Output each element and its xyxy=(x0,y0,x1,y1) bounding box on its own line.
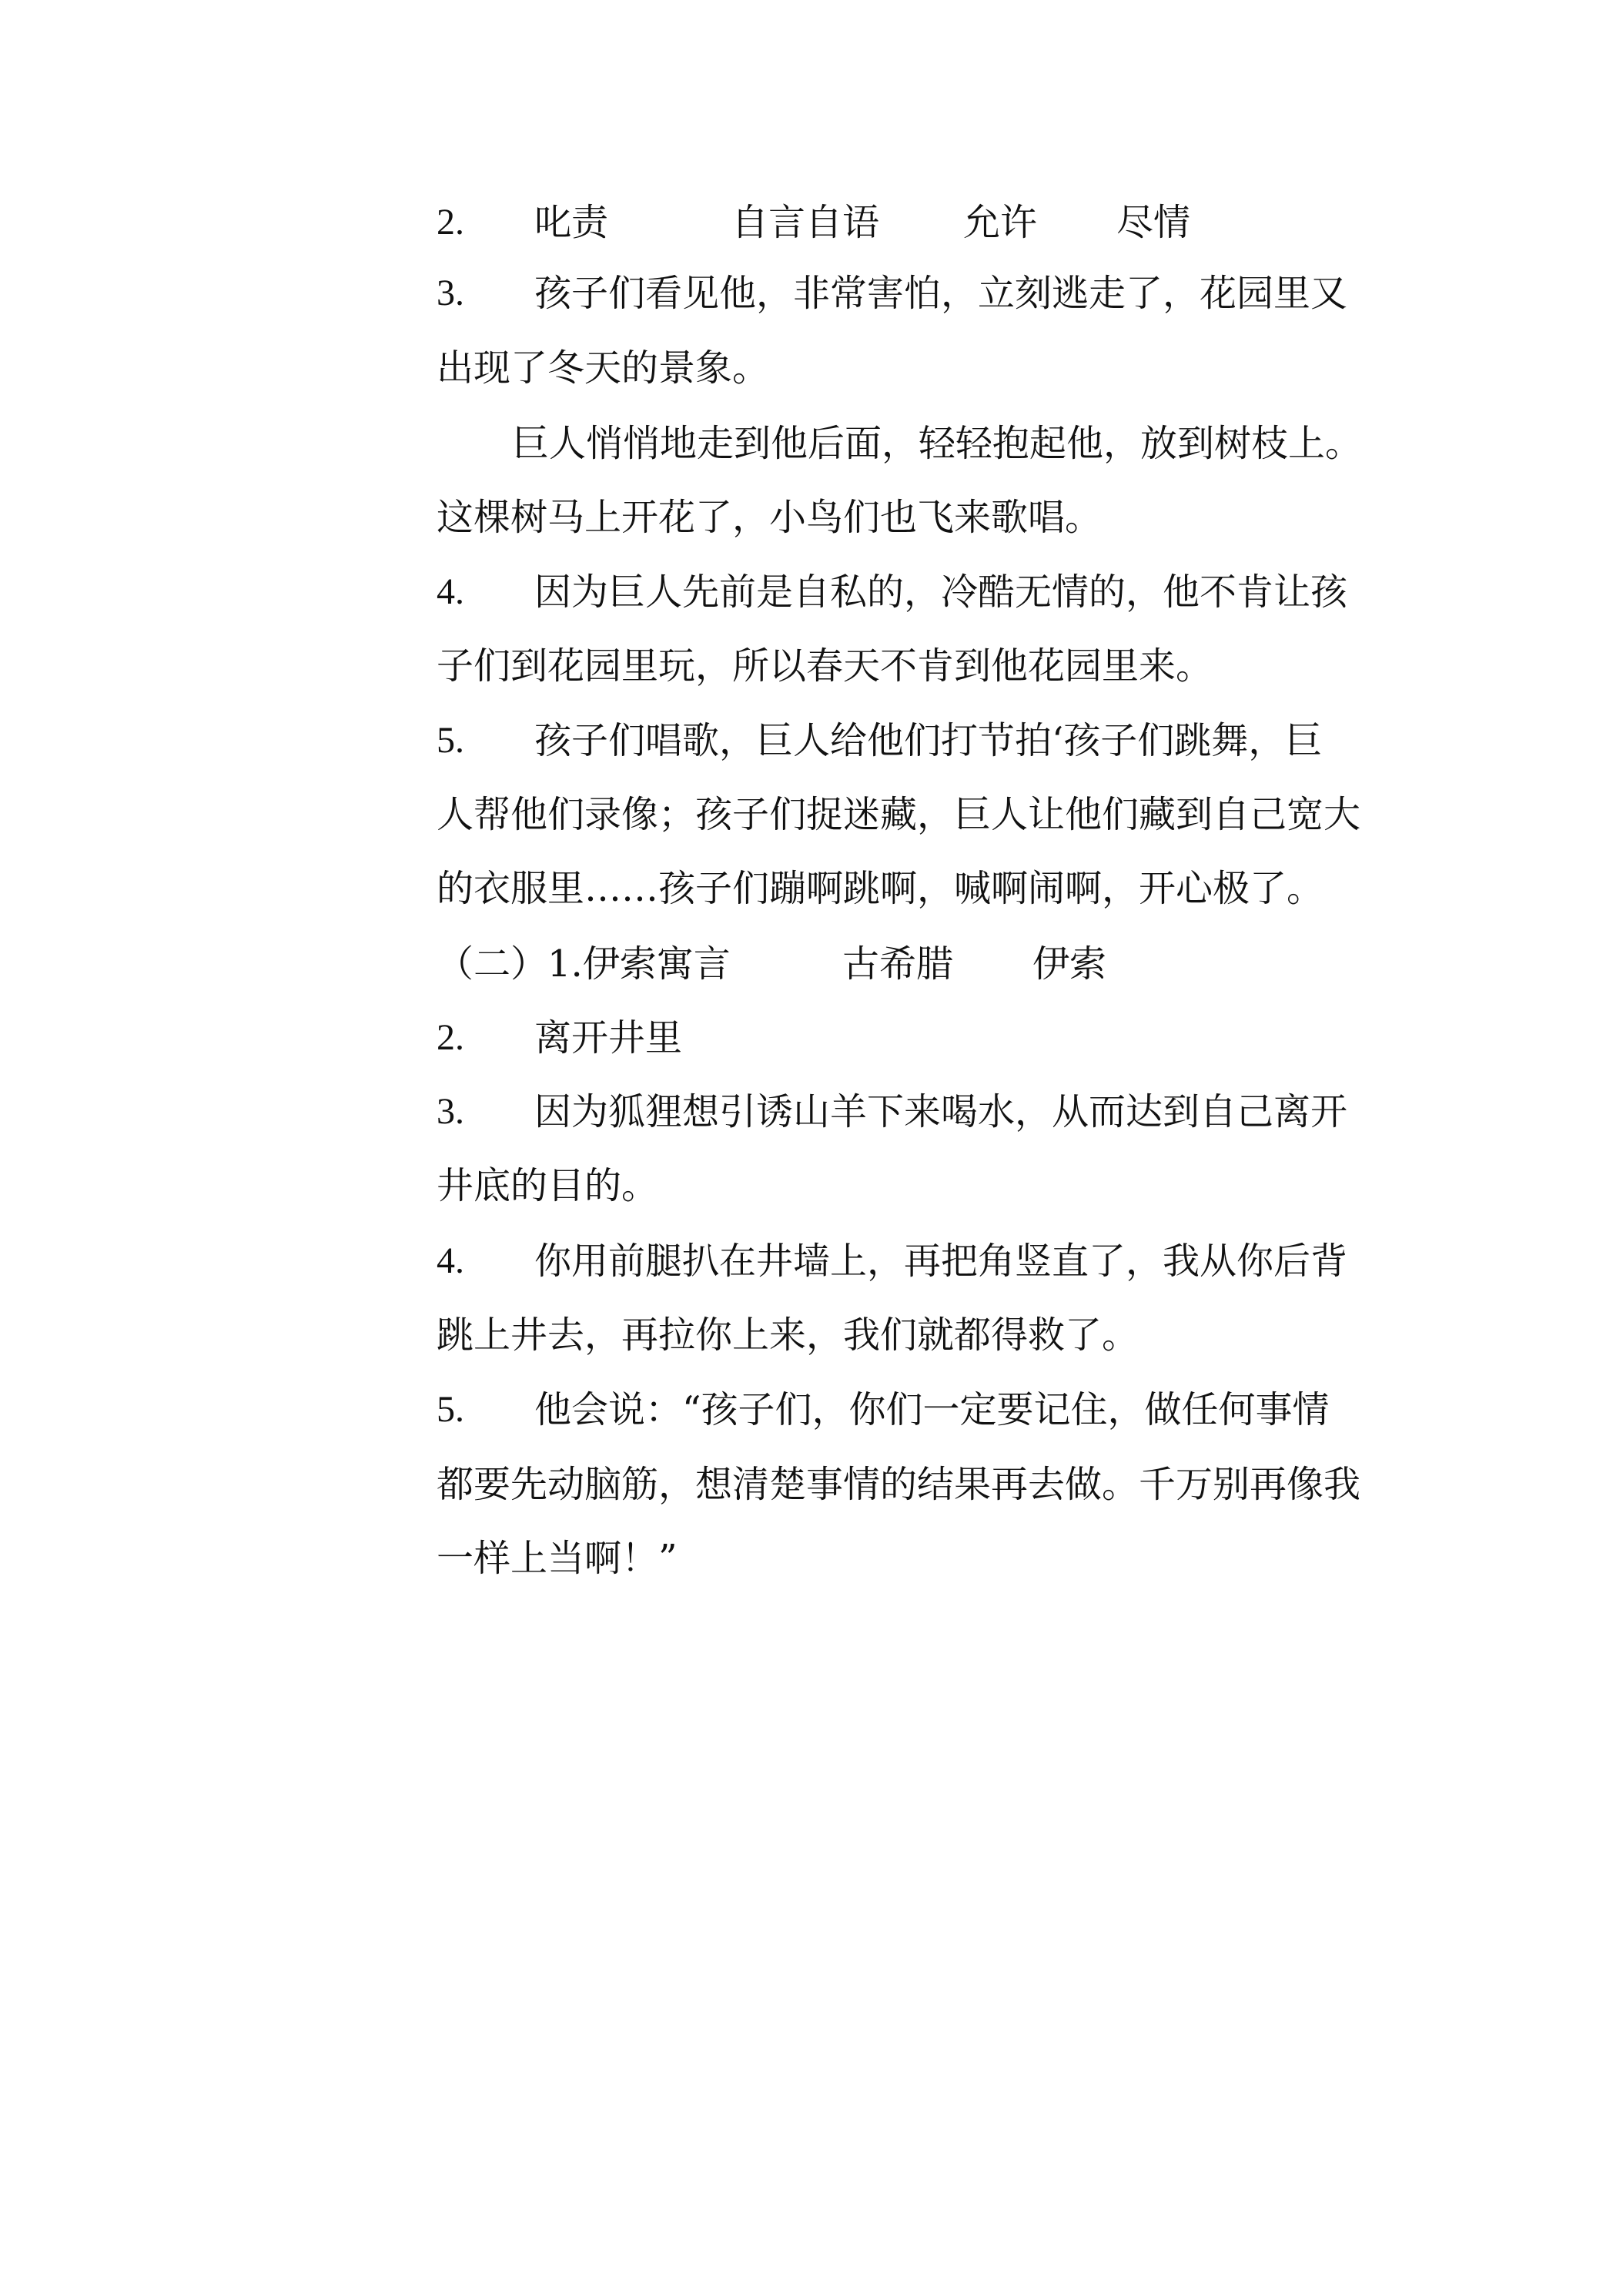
answer-line xyxy=(437,494,1384,541)
answer-text: 井底的目的。 xyxy=(437,1164,659,1207)
answer-line xyxy=(437,345,1384,391)
answer-text: 跳上井去，再拉你上来，我们就都得救了。 xyxy=(437,1314,1139,1357)
answer-text: 巨人悄悄地走到他后面，轻轻抱起他，放到树枝上。 xyxy=(512,422,1363,465)
answer-line xyxy=(437,270,1384,316)
answer-text: 孩子们唱歌，巨人给他们打节拍‘孩子们跳舞，巨 xyxy=(534,719,1323,762)
answer-text: 一样上当啊！” xyxy=(437,1537,678,1580)
answer-text: 孩子们看见他，非常害怕，立刻逃走了，花园里又 xyxy=(534,272,1348,315)
answer-text: 因为狐狸想引诱山羊下来喝水，从而达到自己离开 xyxy=(534,1090,1348,1133)
item-number: 3. xyxy=(437,1091,464,1132)
answer-line xyxy=(437,1535,1384,1581)
answer-line xyxy=(437,643,1384,689)
answer-line xyxy=(437,199,1384,246)
answer-text: 离开井里 xyxy=(534,1016,683,1059)
answer-line xyxy=(437,1238,1384,1284)
answer-line xyxy=(437,569,1384,615)
answer-word: 自言自语 xyxy=(731,201,880,244)
answer-line xyxy=(437,1163,1384,1209)
answer-text: 的衣服里……孩子们蹦啊跳啊，喊啊闹啊，开心极了。 xyxy=(437,867,1324,910)
item-number: 4. xyxy=(437,571,464,612)
answer-line xyxy=(437,1312,1384,1358)
answer-text: 因为巨人先前是自私的，冷酷无情的，他不肯让孩 xyxy=(534,571,1348,614)
answer-word: 尽情 xyxy=(1116,201,1191,244)
item-number: 5. xyxy=(437,720,464,761)
answer-text: 人帮他们录像；孩子们捉迷藏，巨人让他们藏到自己宽大 xyxy=(437,793,1361,836)
answer-text: 出现了冬天的景象。 xyxy=(437,346,770,390)
answer-text: 他会说：“孩子们，你们一定要记住，做任何事情 xyxy=(534,1388,1330,1431)
answer-line xyxy=(437,1387,1384,1433)
answer-line xyxy=(437,1015,1384,1061)
answer-text: 子们到花园里玩，所以春天不肯到他花园里来。 xyxy=(437,644,1213,688)
item-number: 5. xyxy=(437,1389,464,1430)
item-number: 4. xyxy=(437,1240,464,1281)
answer-word: 叱责 xyxy=(534,201,609,244)
answer-text: 这棵树马上开花了，小鸟们也飞来歌唱。 xyxy=(437,496,1103,539)
answer-text: 你用前腿扒在井墙上，再把角竖直了，我从你后背 xyxy=(534,1240,1348,1283)
answer-line xyxy=(437,1089,1384,1135)
item-number: 3. xyxy=(437,273,464,313)
answer-line xyxy=(437,420,1384,467)
item-number: 2. xyxy=(437,1017,464,1058)
answer-line xyxy=(437,718,1384,764)
answer-word: 允许 xyxy=(963,201,1038,244)
section-heading: （二）1.伊索寓言 xyxy=(437,942,731,986)
answer-word: 古希腊 xyxy=(842,942,954,986)
answer-line xyxy=(437,941,1384,987)
answer-line xyxy=(437,792,1384,838)
answer-line xyxy=(437,1461,1384,1508)
answer-word: 伊索 xyxy=(1032,942,1107,986)
answer-line xyxy=(437,865,1384,912)
item-number: 2. xyxy=(437,202,464,243)
answer-text: 都要先动脑筋，想清楚事情的结果再去做。千万别再像我 xyxy=(437,1463,1361,1506)
